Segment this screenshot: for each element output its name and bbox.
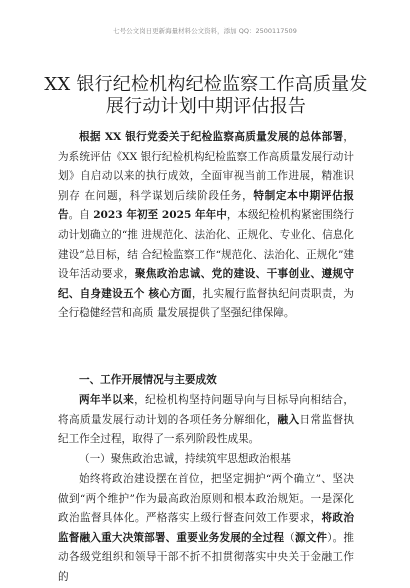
- document-title: XX 银行纪检机构纪检监察工作高质量发展行动计划中期评估报告: [44, 74, 368, 117]
- text-run: 始终将政治建设摆在首位，把坚定拥护“两个确立”、坚决做到“两个维护”作为最高政治原则和根本政治规矩。一是深化政治监督具体化。严格落实上级行督查问效工作要求，: [58, 473, 354, 525]
- text-run: ，本级纪检机构紧密围绕行动计划确立的“推 进规范化、法治化、正规化、专业化、信息化建设”总目标，结 合纪检监察工作“规范化、法治化、正规化”建设年活动要求，: [58, 209, 355, 281]
- bold-run: 融入: [277, 413, 300, 426]
- para-lead: 根据 XX 银行党委关于纪检监察高质量发展的总体部署: [79, 131, 344, 143]
- text-run: ，为系统评估《XX 银行纪检机构纪检监察工作高质量发展行动计 划》自启动以来的执行成效，全面审视当前工作进展，精准识别存 在问题，科学谋划后续阶段任务，: [58, 131, 354, 202]
- header-note: 七号公文岗日更新海量材料公文资料，添加 QQ：2500117509: [113, 27, 297, 35]
- bold-run: 两年半以来: [79, 394, 135, 406]
- subsection-heading-1: （一）聚焦政治忠诚，持续筑牢思想政治根基: [79, 453, 291, 465]
- text-run: ，扎实履行监督执纪问责职责，为全行稳健经营和高质 量发展提供了坚强纪律保障。: [58, 287, 355, 320]
- text-run: 日常监督执纪工作全过程，取得了一系列阶段性成果。: [58, 413, 355, 446]
- bold-run: 2023 年初至 2025 年年中: [93, 209, 227, 222]
- bold-run: 源文件: [294, 531, 328, 544]
- bold-run: 特制定本中期评估报告: [58, 189, 354, 222]
- paragraph-political: [58, 470, 354, 588]
- text-run: （: [284, 531, 295, 544]
- text-run: 。自: [68, 209, 94, 222]
- section-heading-1: 一、工作开展情况与主要成效: [79, 374, 217, 386]
- bold-run: 聚焦政治忠诚、党的建设、干事创业、遵规守纪、自身建设五个 核心方面: [58, 268, 355, 300]
- paragraph-intro: [58, 128, 354, 324]
- bold-run: 将政治监督融入重大决策部署、重要业务发展的全过程: [58, 512, 355, 544]
- paragraph-progress: [58, 391, 354, 450]
- text-run: ，纪检机构坚持问题导向与目标导向相结合，将高质量发展行动计划的各项任务分解细化，: [58, 394, 355, 426]
- text-run: ）。推动各级党组织和领导干部不折不扣贯彻落实中央关于金融工作的: [58, 531, 355, 583]
